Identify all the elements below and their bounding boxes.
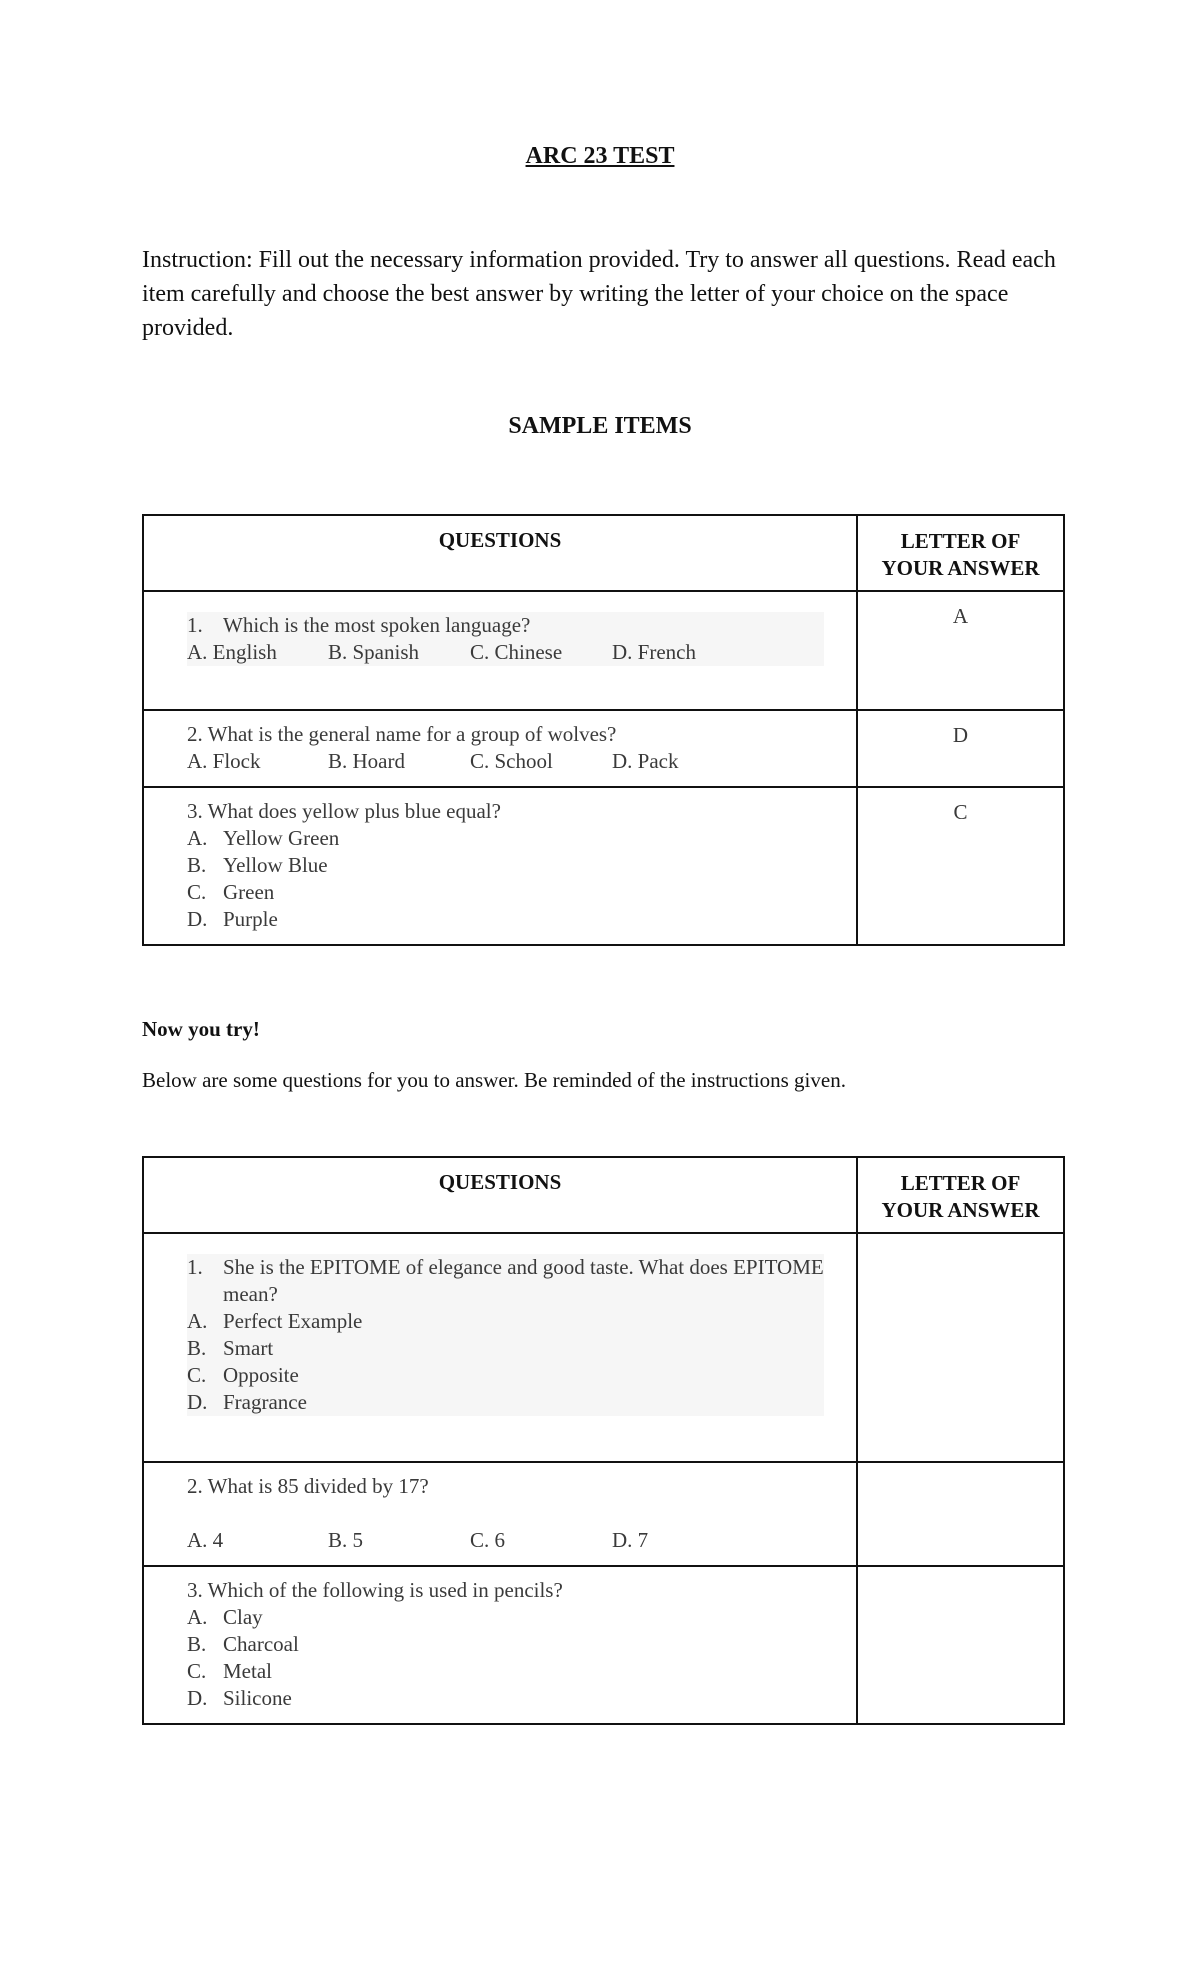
option-text: Yellow Blue bbox=[223, 853, 328, 877]
question-text: 2. What is 85 divided by 17? bbox=[187, 1474, 429, 1498]
option-letter: D. bbox=[187, 1686, 208, 1710]
option-text: Purple bbox=[223, 907, 278, 931]
question-cell bbox=[143, 710, 857, 787]
option bbox=[187, 879, 840, 906]
question-text: Which is the most spoken language? bbox=[223, 613, 531, 637]
answer-cell: D bbox=[857, 710, 1064, 787]
option-letter: A. bbox=[187, 1605, 208, 1629]
answer-cell[interactable] bbox=[857, 1566, 1064, 1724]
answer-header-line1: LETTER OF bbox=[900, 529, 1021, 553]
question-cell bbox=[143, 1462, 857, 1566]
option-text: Smart bbox=[223, 1336, 274, 1360]
option-text: Clay bbox=[223, 1605, 263, 1629]
question-text: 3. Which of the following is used in pencils? bbox=[187, 1578, 563, 1602]
table-header-row bbox=[143, 1157, 1064, 1233]
option-letter: A. bbox=[187, 826, 208, 850]
page-title: ARC 23 TEST bbox=[525, 143, 675, 169]
option bbox=[187, 1685, 840, 1712]
option-text: Silicone bbox=[223, 1686, 292, 1710]
questions-header: QUESTIONS bbox=[143, 1157, 857, 1233]
question-text: 2. What is the general name for a group of wolves? bbox=[187, 722, 617, 746]
option-text: Yellow Green bbox=[223, 826, 340, 850]
options-list bbox=[187, 1604, 840, 1712]
answer-header-line2: YOUR ANSWER bbox=[881, 1198, 1040, 1222]
option-text: Opposite bbox=[223, 1363, 299, 1387]
answer-header bbox=[857, 1157, 1064, 1233]
question-block bbox=[187, 612, 824, 666]
option-text: Green bbox=[223, 880, 275, 904]
table-row bbox=[143, 1233, 1064, 1462]
question-text: 3. What does yellow plus blue equal? bbox=[187, 799, 501, 823]
table-row bbox=[143, 591, 1064, 710]
now-you-try-heading: Now you try! bbox=[142, 1017, 260, 1041]
option: C. Chinese bbox=[470, 640, 563, 664]
option bbox=[187, 1308, 824, 1335]
table-row bbox=[143, 1462, 1064, 1566]
question-cell bbox=[143, 1566, 857, 1724]
option bbox=[187, 1362, 824, 1389]
table-header-row bbox=[143, 515, 1064, 591]
question-cell bbox=[143, 787, 857, 945]
option: D. French bbox=[612, 640, 696, 664]
option-text: Fragrance bbox=[223, 1390, 307, 1414]
sample-items-heading: SAMPLE ITEMS bbox=[508, 413, 692, 439]
answer-cell: A bbox=[857, 591, 1064, 710]
options-list bbox=[187, 1308, 824, 1416]
option-letter: D. bbox=[187, 907, 208, 931]
table-row bbox=[143, 1566, 1064, 1724]
option-letter: B. bbox=[187, 1336, 207, 1360]
option: B. 5 bbox=[328, 1528, 364, 1552]
answer-cell: C bbox=[857, 787, 1064, 945]
option: B. Spanish bbox=[328, 640, 420, 664]
option: B. Hoard bbox=[328, 749, 405, 773]
questions-header: QUESTIONS bbox=[143, 515, 857, 591]
option-letter: A. bbox=[187, 1309, 208, 1333]
option bbox=[187, 1658, 840, 1685]
answer-cell[interactable] bbox=[857, 1233, 1064, 1462]
try-items-table bbox=[142, 1156, 1065, 1725]
answer-header-line1: LETTER OF bbox=[900, 1171, 1021, 1195]
question-number: 1. bbox=[187, 613, 203, 637]
table-row bbox=[143, 787, 1064, 945]
option bbox=[187, 825, 840, 852]
option-text: Perfect Example bbox=[223, 1309, 363, 1333]
answer-header bbox=[857, 515, 1064, 591]
option bbox=[187, 906, 840, 933]
option-letter: C. bbox=[187, 1659, 207, 1683]
option: C. School bbox=[470, 749, 553, 773]
options-row bbox=[187, 748, 840, 775]
option-text: Charcoal bbox=[223, 1632, 299, 1656]
answer-header-line2: YOUR ANSWER bbox=[881, 556, 1040, 580]
option-letter: B. bbox=[187, 853, 207, 877]
option-letter: C. bbox=[187, 1363, 207, 1387]
option-text: Metal bbox=[223, 1659, 272, 1683]
options-row bbox=[187, 639, 824, 666]
option-letter: B. bbox=[187, 1632, 207, 1656]
option: C. 6 bbox=[470, 1528, 506, 1552]
option bbox=[187, 1389, 824, 1416]
option bbox=[187, 852, 840, 879]
instruction-text: Instruction: Fill out the necessary information provided. Try to answer all questions. Read each item carefully and choose the best answer by writing the letter of your choice on the space provided. bbox=[142, 247, 1056, 341]
option: A. 4 bbox=[187, 1528, 224, 1552]
question-block bbox=[187, 1254, 824, 1416]
option-letter: C. bbox=[187, 880, 207, 904]
answer-cell[interactable] bbox=[857, 1462, 1064, 1566]
option: A. English bbox=[187, 640, 277, 664]
try-instructions: Below are some questions for you to answer. Be reminded of the instructions given. bbox=[142, 1068, 846, 1092]
sample-items-table bbox=[142, 514, 1065, 946]
question-cell bbox=[143, 1233, 857, 1462]
option bbox=[187, 1335, 824, 1362]
option bbox=[187, 1604, 840, 1631]
question-cell bbox=[143, 591, 857, 710]
option-letter: D. bbox=[187, 1390, 208, 1414]
option: D. 7 bbox=[612, 1528, 649, 1552]
options-list bbox=[187, 825, 840, 933]
question-number: 1. bbox=[187, 1255, 203, 1279]
question-text: She is the EPITOME of elegance and good taste. What does EPITOME mean? bbox=[223, 1255, 824, 1306]
table-row bbox=[143, 710, 1064, 787]
option: D. Pack bbox=[612, 749, 679, 773]
option bbox=[187, 1631, 840, 1658]
options-row bbox=[187, 1527, 840, 1554]
option: A. Flock bbox=[187, 749, 261, 773]
